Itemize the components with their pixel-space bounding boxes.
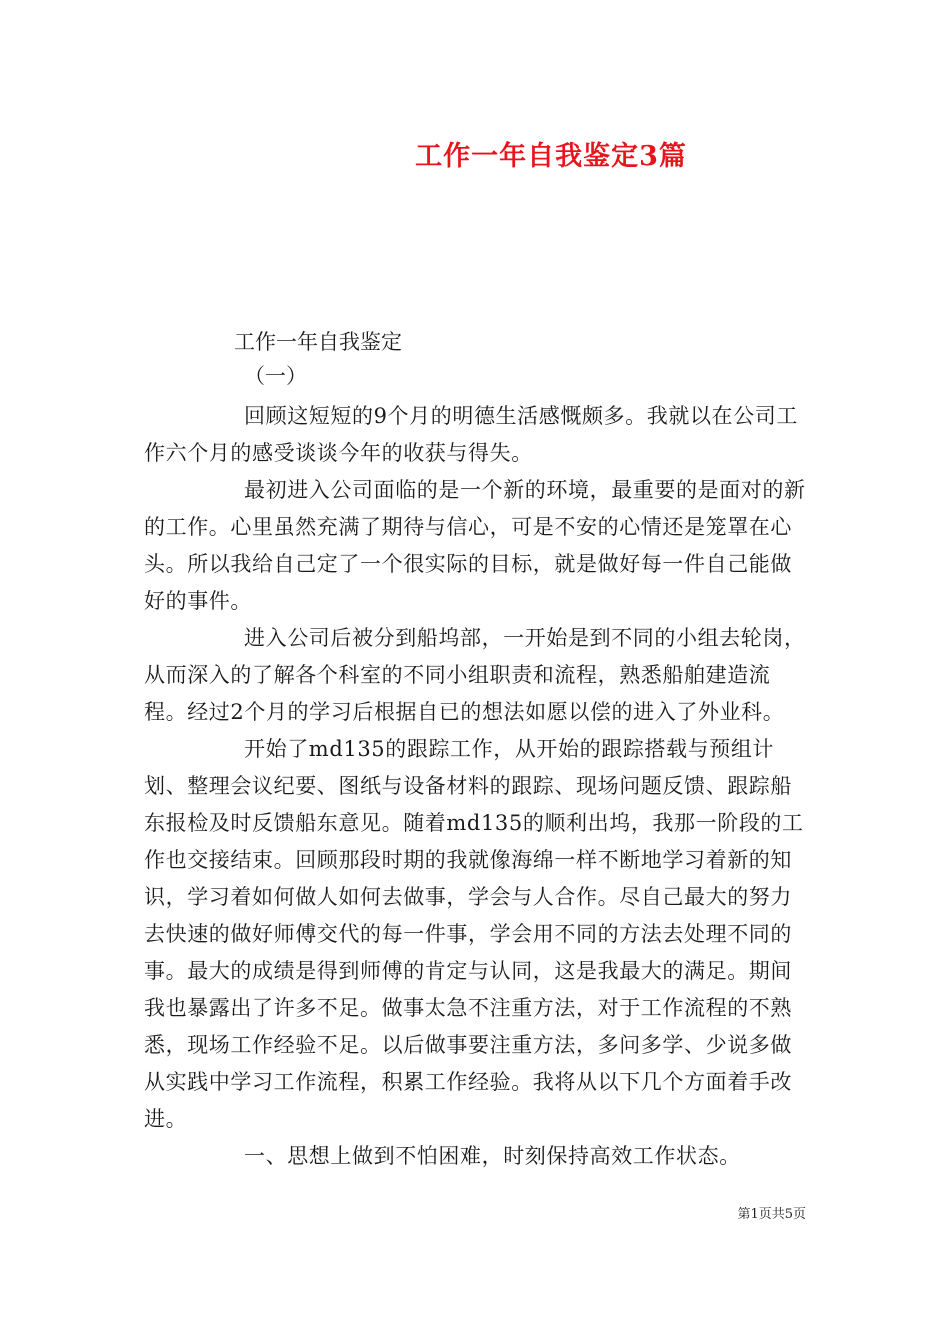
body-text (144, 398, 808, 1175)
paragraph: 最初进入公司面临的是一个新的环境，最重要的是面对的新的工作。心里虽然充满了期待与信心，可是不安的心情还是笼罩在心头。所以我给自己定了一个很实际的目标，就是做好每一件自己能做好的事件。 (144, 478, 806, 613)
paragraph: 一、思想上做到不怕困难，时刻保持高效工作状态。 (244, 1144, 741, 1168)
paragraph: 回顾这短短的9个月的明德生活感慨颇多。我就以在公司工作六个月的感受谈谈今年的收获与得失。 (144, 404, 798, 465)
paragraph: 进入公司后被分到船坞部，一开始是到不同的小组去轮岗，从而深入的了解各个科室的不同小组职责和流程，熟悉船舶建造流程。经过2个月的学习后根据自已的想法如愿以偿的进入了外业科。 (144, 626, 806, 724)
section-heading: 工作一年自我鉴定 (234, 330, 402, 354)
document-title: 工作一年自我鉴定3篇 (415, 141, 687, 172)
paragraph: 开始了md135的跟踪工作，从开始的跟踪搭载与预组计划、整理会议纪要、图纸与设备材料的跟踪、现场问题反馈、跟踪船东报检及时反馈船东意见。随着md135的顺利出坞，我那一阶段的工作也交接结束。回顾那段时期的我就像海绵一样不断地学习着新的知识，学习着如何做人如何去做事，学会与人合作。尽自己最大的努力去快速的做好师傅交代的每一件事，学会用不同的方法去处理不同的事。最大的成绩是得到师傅的肯定与认同，这是我最大的满足。期间我也暴露出了许多不足。做事太急不注重方法，对于工作流程的不熟悉，现场工作经验不足。以后做事要注重方法，多问多学、少说多做从实践中学习工作流程，积累工作经验。我将从以下几个方面着手改进。 (144, 737, 804, 1131)
section-number: （一） (244, 364, 307, 388)
page-indicator: 第1页共5页 (737, 1207, 806, 1222)
